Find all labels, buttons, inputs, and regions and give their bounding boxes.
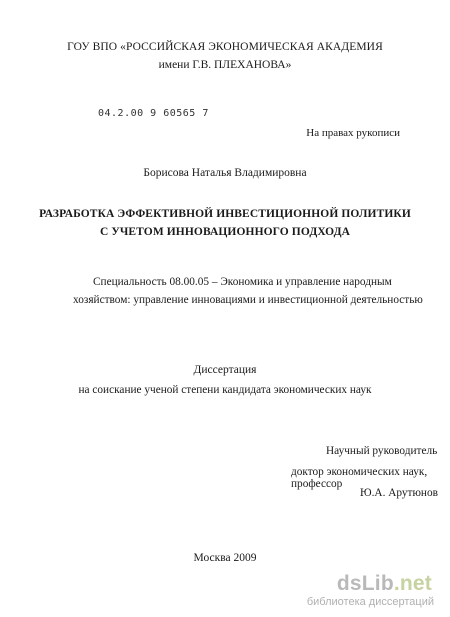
degree-sought: на соискание ученой степени кандидата экономических наук: [78, 384, 372, 396]
dslib-watermark: [304, 572, 436, 612]
dslib-logo: [337, 572, 432, 596]
supervisor-credentials: доктор экономических наук, профессор: [291, 466, 428, 490]
dissertation-title: РАЗРАБОТКА ЭФФЕКТИВНОЙ ИНВЕСТИЦИОННОЙ ПОЛИТИКИ: [39, 208, 411, 220]
specialty-line: Специальность 08.00.05 – Экономика и управление народным: [93, 276, 392, 288]
supervisor-name: Ю.А. Арутюнов: [360, 487, 438, 499]
supervisor-role: Научный руководитель: [326, 445, 438, 457]
institution-name-line2: имени Г.В. ПЛЕХАНОВА»: [158, 59, 292, 71]
archive-stamp-code: 04.2.00 9 60565 7: [98, 108, 209, 119]
city-year: Москва 2009: [193, 552, 257, 564]
watermark-subtitle: библиотека диссертаций: [306, 596, 434, 608]
author-name: Борисова Наталья Владимировна: [143, 167, 307, 179]
dissertation-label: Диссертация: [193, 364, 257, 376]
dissertation-title-line2: С УЧЕТОМ ИННОВАЦИОННОГО ПОДХОДА: [99, 226, 351, 238]
logo-tld-text: .net: [393, 572, 432, 595]
specialty-line-continued: хозяйством: управление инновациями и инвестиционной деятельностью: [73, 294, 423, 306]
manuscript-rights-note: На правах рукописи: [306, 127, 400, 139]
institution-name: ГОУ ВПО «РОССИЙСКАЯ ЭКОНОМИЧЕСКАЯ АКАДЕМИЯ: [67, 41, 383, 53]
logo-main-text: dsLib: [336, 572, 394, 595]
